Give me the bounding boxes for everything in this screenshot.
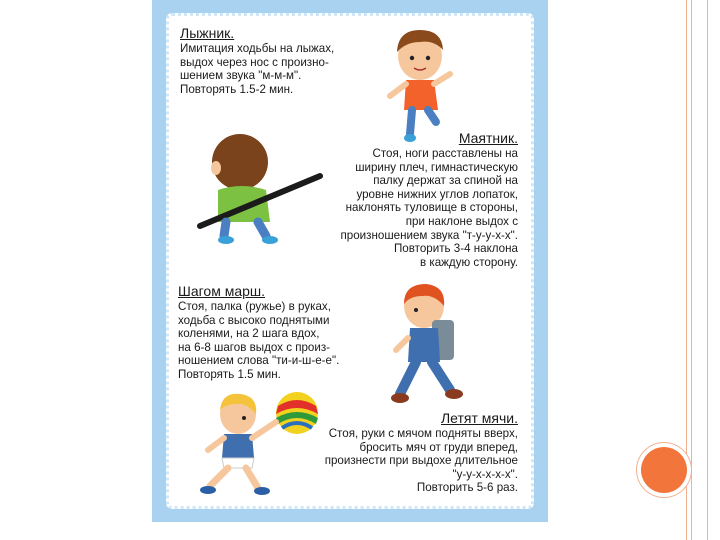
exercise-line: Повторять 1.5-2 мин.: [180, 82, 294, 96]
exercise-title: Шагом марш.: [178, 283, 266, 299]
exercise-line: ширину плеч, гимнастическую: [355, 160, 518, 174]
exercise-pendulum: [312, 130, 518, 269]
exercise-line: бросить мяч от груди вперед,: [359, 440, 518, 454]
exercise-line: уровне нижних углов лопаток,: [356, 187, 518, 201]
marching-boy-illustration: [392, 282, 474, 408]
exercise-line: произношением звука "т-у-у-х-х".: [340, 228, 518, 242]
exercise-march: [178, 283, 374, 382]
exercise-line: ходьба с высоко поднятыми: [178, 313, 330, 327]
exercise-line: палку держат за спиной на: [373, 174, 518, 188]
ball-boy-illustration: [196, 392, 286, 496]
exercise-line: Повторить 5-6 раз.: [416, 481, 518, 495]
exercise-skier: [180, 25, 376, 96]
exercise-line: Повторять 1.5 мин.: [178, 367, 281, 381]
exercise-line: Имитация ходьбы на лыжах,: [180, 42, 335, 55]
exercise-line: при наклоне выдох с: [405, 214, 518, 228]
pendulum-boy-illustration: [196, 132, 324, 244]
exercise-title: Лыжник.: [180, 25, 235, 41]
exercise-line: произнести при выдохе длительное: [324, 454, 518, 468]
exercise-line: в каждую сторону.: [420, 255, 518, 269]
exercise-line: Стоя, ноги расставлены на: [372, 147, 518, 160]
exercise-line: выдох через нос с произно-: [180, 55, 329, 69]
slide-decor-line: [691, 0, 692, 540]
slide-decor-circle: [641, 447, 687, 493]
exercise-line: коленями, на 2 шага вдох,: [178, 327, 320, 341]
exercise-title: Летят мячи.: [440, 410, 518, 426]
exercise-line: Повторить 3-4 наклона: [393, 242, 518, 256]
exercise-line: на 6-8 шагов выдох с произ-: [178, 340, 331, 354]
exercise-line: наклонять туловище в стороны,: [345, 201, 518, 215]
exercise-line: Стоя, руки с мячом подняты вверх,: [328, 427, 518, 440]
exercise-line: "у-у-х-х-х-х".: [452, 467, 518, 481]
exercise-title: Маятник.: [458, 130, 518, 146]
slide-decor-line: [686, 0, 687, 540]
slide-decor-line: [707, 0, 708, 540]
exercise-line: ношением слова "ти-и-ш-е-е".: [178, 354, 340, 368]
exercise-line: шением звука "м-м-м".: [180, 69, 302, 83]
exercise-line: Стоя, палка (ружье) в руках,: [178, 300, 331, 313]
exercise-ball: [296, 410, 518, 495]
skier-boy-illustration: [384, 26, 454, 144]
